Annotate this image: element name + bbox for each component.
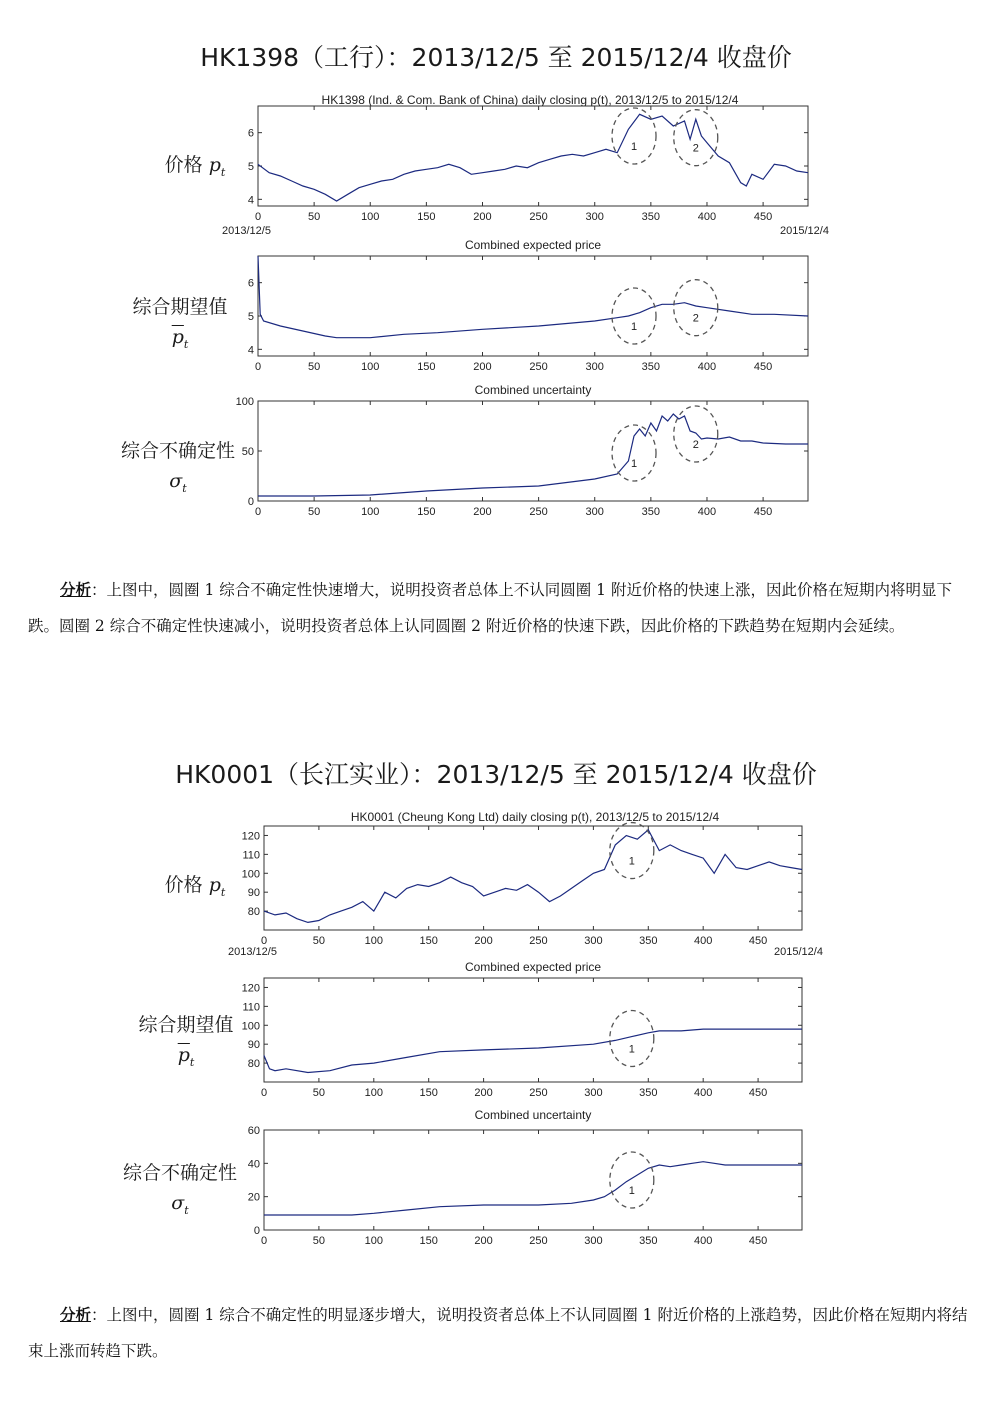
series-line [258, 114, 808, 201]
analysis-1 [28, 572, 972, 644]
y-tick-label: 6 [247, 277, 254, 290]
x-tick-label: 250 [529, 935, 548, 947]
y-tick-label: 6 [247, 127, 254, 140]
annotation-circle [612, 425, 656, 481]
expected-label-cn: 综合期望值 [132, 296, 228, 318]
x-tick-label: 100 [361, 361, 380, 373]
x-tick-label: 50 [312, 1235, 326, 1247]
price-sub: t [220, 885, 226, 899]
expected-label-1 [118, 292, 242, 360]
expected-label-cn: 综合期望值 [138, 1014, 234, 1036]
x-tick-label: 150 [419, 935, 438, 947]
x-tick-label: 150 [419, 1235, 438, 1247]
y-tick-label: 80 [247, 1058, 260, 1071]
expected-label-2 [124, 1010, 248, 1078]
chart1-title: HK1398 (Ind. & Com. Bank of China) daily closing p(t), 2013/12/5 to 2015/12/4 [321, 93, 739, 107]
analysis-2 [28, 1297, 972, 1369]
annotation-circle [612, 108, 656, 164]
uncertainty-label-cn: 综合不确定性 [120, 440, 235, 462]
x-tick-label: 450 [748, 1235, 768, 1247]
x-tick-label: 350 [639, 1087, 658, 1099]
y-tick-label: 90 [247, 1039, 260, 1052]
plot-frame [258, 256, 808, 356]
x-tick-label: 150 [419, 1087, 438, 1099]
series-line [258, 414, 808, 496]
y-tick-label: 5 [247, 311, 254, 323]
x-tick-label: 250 [529, 1235, 548, 1247]
chart4-end-date: 2015/12/4 [774, 946, 823, 958]
x-tick-label: 450 [748, 935, 768, 947]
y-tick-label: 4 [247, 344, 254, 357]
x-tick-label: 450 [753, 211, 773, 223]
price-label-2 [140, 870, 250, 908]
y-tick-label: 0 [253, 1225, 260, 1237]
annotation-circle-label: 1 [628, 1185, 635, 1197]
x-tick-label: 0 [260, 1235, 268, 1247]
uncertainty-symbol: σ [169, 470, 183, 492]
chart1-end-date: 2015/12/4 [780, 225, 829, 237]
x-tick-label: 50 [307, 211, 321, 223]
x-tick-label: 250 [529, 211, 548, 223]
chart4-plot [241, 826, 802, 947]
x-tick-label: 300 [585, 361, 604, 373]
y-tick-label: 110 [242, 1001, 260, 1014]
annotation-circle-label: 1 [630, 458, 638, 470]
x-tick-label: 350 [639, 935, 658, 947]
chart2-plot [247, 256, 808, 373]
price-symbol: p [208, 154, 221, 176]
x-tick-label: 250 [529, 506, 548, 518]
x-tick-label: 300 [584, 1087, 603, 1099]
series-line [264, 1029, 802, 1072]
x-tick-label: 400 [694, 1235, 713, 1247]
annotation-circle [674, 406, 718, 462]
x-tick-label: 100 [364, 1087, 383, 1099]
y-tick-label: 60 [247, 1125, 260, 1137]
uncertainty-label-2 [110, 1158, 250, 1226]
analysis-text: ：上图中，圆圈 1 综合不确定性快速增大，说明投资者总体上不认同圆圈 1 附近价格的快速上涨，因此价格在短期内将明显下跌。圆圈 2 综合不确定性快速减小，说明投资者总体上认同圆圈 2 附近价格的快速下跌，因此价格的下跌趋势在短期内会延续。 [28, 581, 952, 635]
expected-sub: t [189, 1055, 195, 1069]
chart6-plot [247, 1125, 802, 1247]
x-tick-label: 400 [697, 506, 717, 518]
y-tick-label: 40 [247, 1158, 260, 1171]
annotation-circle-label: 1 [628, 1043, 635, 1056]
uncertainty-label-cn: 综合不确定性 [122, 1162, 237, 1184]
y-tick-label: 120 [241, 982, 260, 995]
chart4-start-date: 2013/12/5 [228, 946, 277, 958]
annotation-circle [612, 288, 656, 344]
y-tick-label: 120 [241, 830, 260, 843]
annotation-circle-label: 2 [692, 312, 699, 325]
x-tick-label: 150 [417, 361, 436, 373]
x-tick-label: 450 [753, 361, 773, 373]
x-tick-label: 400 [697, 211, 717, 223]
annotation-circle [674, 280, 718, 336]
x-tick-label: 200 [473, 361, 492, 373]
section1-title: HK1398（工行）：2013/12/5 至 2015/12/4 收盘价 [200, 43, 792, 72]
x-tick-label: 400 [697, 361, 717, 373]
y-tick-label: 4 [247, 194, 254, 207]
price-label-cn: 价格 [164, 154, 203, 176]
price-label-1 [140, 150, 250, 188]
y-tick-label: 0 [247, 496, 254, 508]
chart5-plot [241, 978, 802, 1099]
x-tick-label: 200 [474, 1087, 493, 1099]
analysis-heading: 分析 [60, 1305, 92, 1324]
x-tick-label: 100 [364, 1235, 383, 1247]
x-tick-label: 450 [753, 506, 773, 518]
x-tick-label: 300 [585, 506, 604, 518]
series-line [258, 256, 808, 338]
series-line [264, 1162, 802, 1215]
chart5-title: Combined expected price [464, 960, 602, 974]
expected-sub: t [183, 337, 189, 351]
x-tick-label: 350 [641, 211, 661, 223]
chart1-start-date: 2013/12/5 [222, 225, 271, 237]
x-tick-label: 50 [312, 1087, 326, 1099]
price-symbol: p [208, 874, 221, 896]
x-tick-label: 50 [307, 361, 321, 373]
series-line [264, 830, 802, 923]
price-label-cn: 价格 [164, 874, 203, 896]
chart3-plot [235, 396, 808, 518]
annotation-circle [610, 1011, 654, 1067]
x-tick-label: 250 [529, 361, 548, 373]
annotation-circle-label: 2 [692, 439, 699, 451]
x-tick-label: 0 [254, 211, 262, 223]
annotation-circle-label: 1 [630, 141, 638, 153]
plot-frame [264, 826, 802, 930]
uncertainty-label-1 [108, 436, 248, 504]
chart1-plot [247, 106, 808, 223]
x-tick-label: 150 [417, 211, 436, 223]
analysis-text: ：上图中，圆圈 1 综合不确定性的明显逐步增大，说明投资者总体上不认同圆圈 1 附近价格的上涨趋势，因此价格在短期内将结束上涨而转趋下跌。 [28, 1306, 968, 1360]
annotation-circle-label: 1 [630, 321, 638, 333]
expected-symbol: $\overline{p}$ [171, 326, 184, 348]
price-sub: t [220, 165, 226, 179]
x-tick-label: 200 [473, 211, 492, 223]
y-tick-label: 20 [247, 1191, 260, 1204]
x-tick-label: 300 [584, 935, 603, 947]
annotation-circle [610, 1152, 654, 1208]
x-tick-label: 300 [585, 211, 604, 223]
x-tick-label: 300 [584, 1235, 603, 1247]
x-tick-label: 50 [312, 935, 326, 947]
x-tick-label: 450 [748, 1087, 768, 1099]
y-tick-label: 100 [241, 868, 260, 881]
x-tick-label: 0 [254, 506, 262, 518]
plot-frame [258, 106, 808, 206]
chart3-title: Combined uncertainty [474, 383, 592, 397]
y-tick-label: 100 [241, 1020, 260, 1033]
uncertainty-sub: t [184, 1203, 189, 1217]
x-tick-label: 0 [260, 935, 268, 947]
annotation-circle-label: 2 [692, 142, 699, 155]
expected-symbol: $\overline{p}$ [177, 1044, 190, 1066]
x-tick-label: 0 [260, 1087, 268, 1099]
chart6-title: Combined uncertainty [474, 1108, 592, 1122]
annotation-circle-label: 1 [628, 855, 635, 868]
x-tick-label: 350 [639, 1235, 658, 1247]
uncertainty-symbol: σ [171, 1192, 185, 1214]
chart4-title: HK0001 (Cheung Kong Ltd) daily closing p(t), 2013/12/5 to 2015/12/4 [350, 810, 720, 824]
y-tick-label: 90 [247, 887, 260, 900]
x-tick-label: 350 [641, 361, 661, 373]
x-tick-label: 150 [417, 506, 436, 518]
x-tick-label: 100 [361, 506, 380, 518]
uncertainty-sub: t [182, 481, 187, 495]
y-tick-label: 80 [247, 906, 260, 919]
annotation-circle [610, 823, 654, 879]
chart2-title: Combined expected price [464, 238, 602, 252]
x-tick-label: 100 [364, 935, 383, 947]
x-tick-label: 400 [694, 935, 713, 947]
x-tick-label: 400 [694, 1087, 713, 1099]
x-tick-label: 50 [307, 506, 321, 518]
y-tick-label: 100 [235, 396, 254, 408]
x-tick-label: 250 [529, 1087, 548, 1099]
x-tick-label: 350 [641, 506, 661, 518]
y-tick-label: 5 [247, 161, 254, 173]
y-tick-label: 110 [242, 849, 260, 862]
x-tick-label: 100 [361, 211, 380, 223]
y-tick-label: 50 [241, 446, 254, 458]
x-tick-label: 200 [474, 935, 493, 947]
x-tick-label: 200 [474, 1235, 493, 1247]
x-tick-label: 200 [473, 506, 492, 518]
x-tick-label: 0 [254, 361, 262, 373]
analysis-heading: 分析 [60, 580, 92, 599]
section2-title: HK0001（长江实业）：2013/12/5 至 2015/12/4 收盘价 [175, 760, 817, 789]
